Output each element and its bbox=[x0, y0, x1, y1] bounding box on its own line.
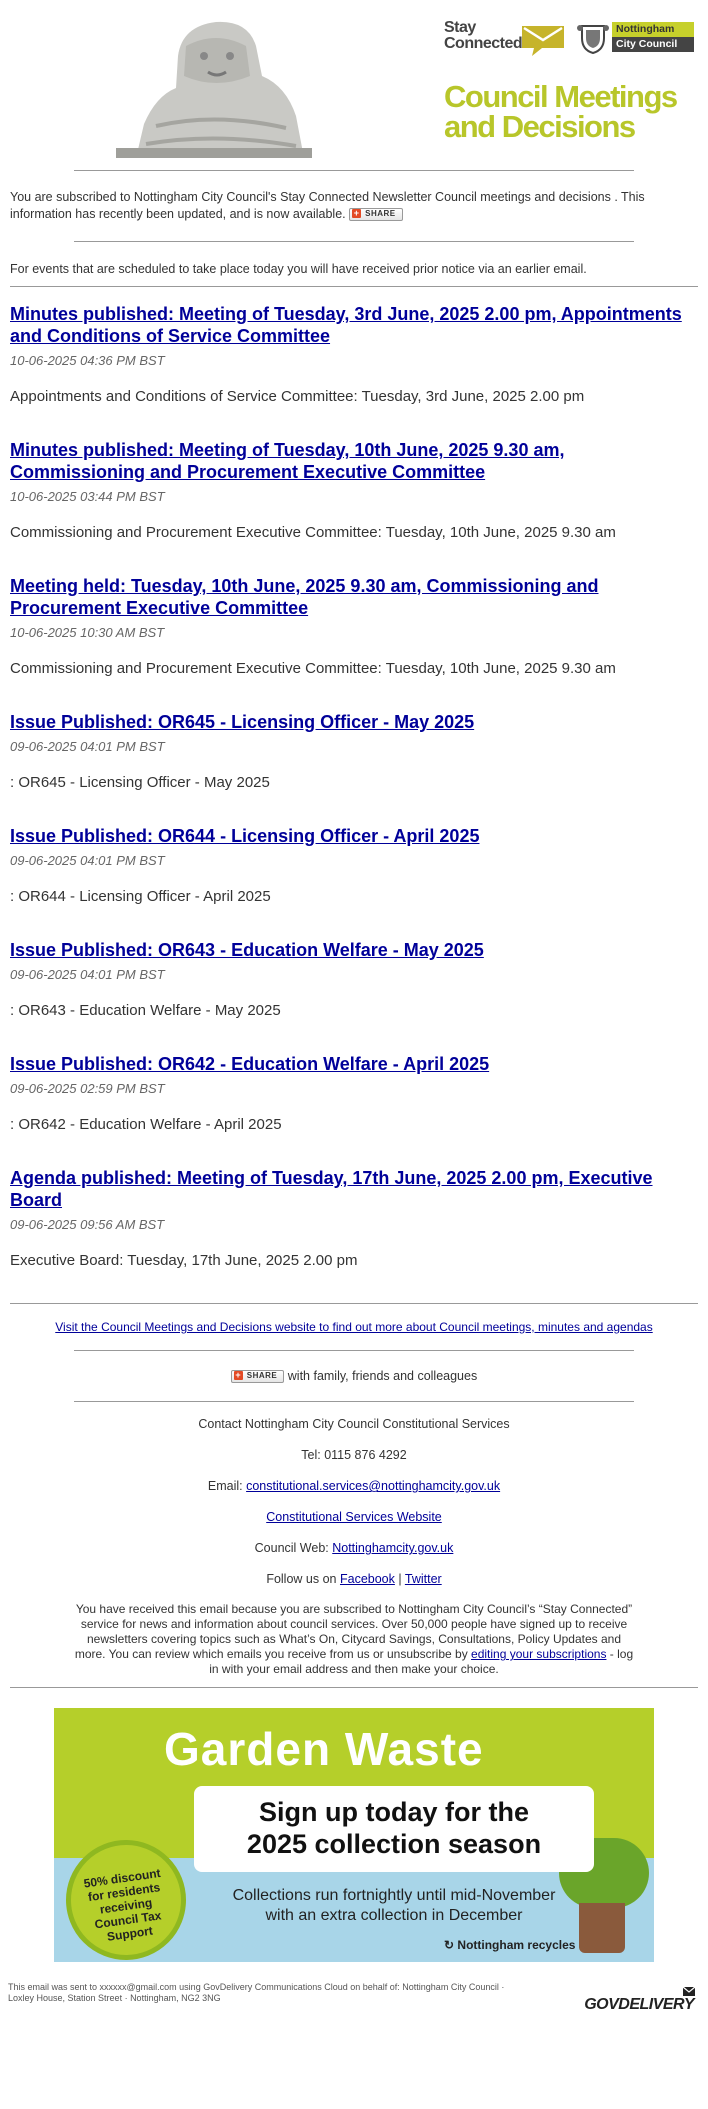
list-item bbox=[10, 1167, 698, 1269]
share-label: SHARE bbox=[246, 1371, 278, 1381]
item-date: 10-06-2025 10:30 AM BST bbox=[10, 625, 165, 640]
share-label: SHARE bbox=[365, 209, 396, 219]
disclaimer-text: You have received this email because you are subscribed to Nottingham City Council’s “Stay Connected” service for news and information about council services. Over 50,000 people have signed up to receive newsletters covering topics such as What’s On, Citycard Savings, Consultations, Policy Updates and more. You can review which emails you receive from us or unsubscribe by bbox=[74, 1602, 633, 1662]
follow-row bbox=[10, 1571, 698, 1587]
item-title-link[interactable]: Issue Published: OR644 - Licensing Officer - April 2025 bbox=[10, 826, 480, 846]
cs-website-row bbox=[10, 1509, 698, 1525]
council-crest-icon bbox=[576, 20, 610, 54]
divider bbox=[74, 1350, 634, 1351]
list-item bbox=[10, 1053, 698, 1133]
item-date: 09-06-2025 02:59 PM BST bbox=[10, 1081, 165, 1096]
item-description: Appointments and Conditions of Service Committee: Tuesday, 3rd June, 2025 2.00 pm bbox=[10, 388, 585, 405]
divider bbox=[74, 1401, 634, 1402]
discount-badge bbox=[66, 1840, 186, 1960]
item-date: 09-06-2025 09:56 AM BST bbox=[10, 1217, 165, 1232]
stay-connected-logo: Stay Connected bbox=[444, 19, 523, 52]
discount-text: 50% discount for residents receiving Council Tax Support bbox=[82, 1866, 163, 1945]
item-title-link[interactable]: Agenda published: Meeting of Tuesday, 17th June, 2025 2.00 pm, Executive Board bbox=[10, 1168, 653, 1210]
recycles-text: Nottingham recycles bbox=[457, 1938, 576, 1953]
item-description: : OR642 - Education Welfare - April 2025 bbox=[10, 1116, 282, 1133]
update-list bbox=[10, 303, 698, 1269]
list-item bbox=[10, 439, 698, 541]
list-item bbox=[10, 825, 698, 905]
twitter-link[interactable]: Twitter bbox=[404, 1572, 442, 1587]
banner-title: Garden Waste bbox=[164, 1723, 484, 1776]
item-title-link[interactable]: Minutes published: Meeting of Tuesday, 3rd June, 2025 2.00 pm, Appointments and Conditions of Service Committee bbox=[10, 304, 682, 346]
item-date: 10-06-2025 04:36 PM BST bbox=[10, 353, 165, 368]
email-link[interactable]: constitutional.services@nottinghamcity.gov.uk bbox=[246, 1479, 501, 1494]
council-web-link[interactable]: Nottinghamcity.gov.uk bbox=[332, 1541, 454, 1556]
collection-info bbox=[204, 1886, 584, 1926]
item-title-link[interactable]: Issue Published: OR642 - Education Welfare - April 2025 bbox=[10, 1054, 490, 1074]
govdelivery-text: GOVDELIVERY bbox=[584, 1996, 694, 2014]
item-title-link[interactable]: Meeting held: Tuesday, 10th June, 2025 9.30 am, Commissioning and Procurement Executive Committee bbox=[10, 576, 599, 618]
nottingham-recycles-logo bbox=[444, 1938, 575, 1952]
edit-subscriptions-link[interactable]: editing your subscriptions bbox=[471, 1647, 607, 1662]
signup-line1: Sign up today for the bbox=[259, 1797, 529, 1828]
email-body bbox=[10, 0, 698, 2042]
item-description: Commissioning and Procurement Executive Committee: Tuesday, 10th June, 2025 9.30 am bbox=[10, 660, 616, 677]
contact-section bbox=[10, 1416, 698, 1587]
divider bbox=[10, 1687, 698, 1688]
collection-line1: Collections run fortnightly until mid-November bbox=[232, 1887, 556, 1905]
item-description: Executive Board: Tuesday, 17th June, 2025 2.00 pm bbox=[10, 1252, 358, 1269]
divider bbox=[10, 1303, 698, 1304]
item-title-link[interactable]: Issue Published: OR645 - Licensing Officer - May 2025 bbox=[10, 712, 475, 732]
intro-text bbox=[10, 189, 698, 223]
divider bbox=[74, 170, 634, 171]
prior-notice: For events that are scheduled to take place today you will have received prior notice via an earlier email. bbox=[10, 262, 587, 276]
disclaimer-text-end: - log in with your email address and then make your choice. bbox=[209, 1647, 634, 1677]
envelope-icon bbox=[682, 1986, 696, 1998]
web-label: Council Web: bbox=[254, 1541, 329, 1556]
item-description: : OR643 - Education Welfare - May 2025 bbox=[10, 1002, 281, 1019]
garden-waste-banner[interactable] bbox=[54, 1708, 654, 1962]
item-date: 09-06-2025 04:01 PM BST bbox=[10, 967, 165, 982]
contact-email-row bbox=[10, 1478, 698, 1494]
page-title bbox=[444, 79, 677, 144]
item-title-link[interactable]: Issue Published: OR643 - Education Welfare - May 2025 bbox=[10, 940, 484, 960]
collection-line2: with an extra collection in December bbox=[265, 1907, 523, 1925]
constitutional-services-website-link[interactable]: Constitutional Services Website bbox=[266, 1510, 442, 1525]
item-description: Commissioning and Procurement Executive Committee: Tuesday, 10th June, 2025 9.30 am bbox=[10, 524, 616, 541]
intro-message: You are subscribed to Nottingham City Council's Stay Connected Newsletter Council meetings and decisions . This information has recently been updated, and is now available. bbox=[10, 190, 645, 221]
contact-tel: Tel: 0115 876 4292 bbox=[301, 1448, 407, 1463]
plus-icon: + bbox=[353, 208, 360, 219]
email-label: Email: bbox=[207, 1479, 243, 1494]
item-description: : OR645 - Licensing Officer - May 2025 bbox=[10, 774, 270, 791]
sent-line1: This email was sent to xxxxxx@gmail.com using GovDelivery Communications Cloud on behalf of: Nottingham City Council · bbox=[8, 1982, 505, 1993]
nottingham-city-council-logo bbox=[612, 22, 694, 52]
divider bbox=[74, 241, 634, 242]
envelope-icon bbox=[520, 22, 572, 58]
list-item bbox=[10, 711, 698, 791]
contact-title: Contact Nottingham City Council Constitutional Services bbox=[198, 1417, 510, 1432]
list-item bbox=[10, 303, 698, 405]
item-date: 09-06-2025 04:01 PM BST bbox=[10, 853, 165, 868]
council-meetings-website-link[interactable]: Visit the Council Meetings and Decisions website to find out more about Council meetings, minutes and agendas bbox=[55, 1320, 653, 1334]
logo-text-bottom: City Council bbox=[612, 37, 694, 52]
follow-label: Follow us on bbox=[266, 1572, 337, 1587]
sent-line2: Loxley House, Station Street · Nottingham, NG2 3NG bbox=[8, 1993, 221, 2004]
sent-notice bbox=[8, 1982, 568, 2004]
council-web-row bbox=[10, 1540, 698, 1556]
item-description: : OR644 - Licensing Officer - April 2025 bbox=[10, 888, 271, 905]
facebook-link[interactable]: Facebook bbox=[339, 1572, 395, 1587]
website-link-row bbox=[10, 1320, 698, 1334]
item-title-link[interactable]: Minutes published: Meeting of Tuesday, 10th June, 2025 9.30 am, Commissioning and Procurement Executive Committee bbox=[10, 440, 565, 482]
signup-line2: 2025 collection season bbox=[246, 1829, 542, 1860]
separator: | bbox=[398, 1572, 402, 1587]
item-date: 10-06-2025 03:44 PM BST bbox=[10, 489, 165, 504]
share-button[interactable] bbox=[231, 1370, 285, 1383]
email-footer bbox=[10, 1982, 698, 2042]
lion-statue-image bbox=[116, 16, 312, 158]
plant-pot-image bbox=[579, 1903, 625, 1953]
page-title-line1: Council Meetings bbox=[444, 79, 677, 114]
banner-signup-card bbox=[194, 1786, 594, 1872]
list-item bbox=[10, 939, 698, 1019]
share-row bbox=[10, 1369, 698, 1383]
signup-text bbox=[194, 1796, 594, 1860]
item-date: 09-06-2025 04:01 PM BST bbox=[10, 739, 165, 754]
share-button[interactable] bbox=[349, 208, 403, 221]
divider bbox=[10, 286, 698, 287]
list-item bbox=[10, 575, 698, 677]
page-title-line2: and Decisions bbox=[444, 109, 635, 144]
plus-icon: + bbox=[235, 1370, 242, 1381]
header bbox=[10, 0, 698, 150]
govdelivery-logo bbox=[584, 1996, 694, 2014]
logo-text-top: Nottingham bbox=[612, 22, 694, 37]
recycle-icon: ↻ bbox=[444, 1938, 455, 1953]
share-caption: with family, friends and colleagues bbox=[287, 1369, 478, 1383]
subscription-disclaimer bbox=[70, 1602, 638, 1677]
